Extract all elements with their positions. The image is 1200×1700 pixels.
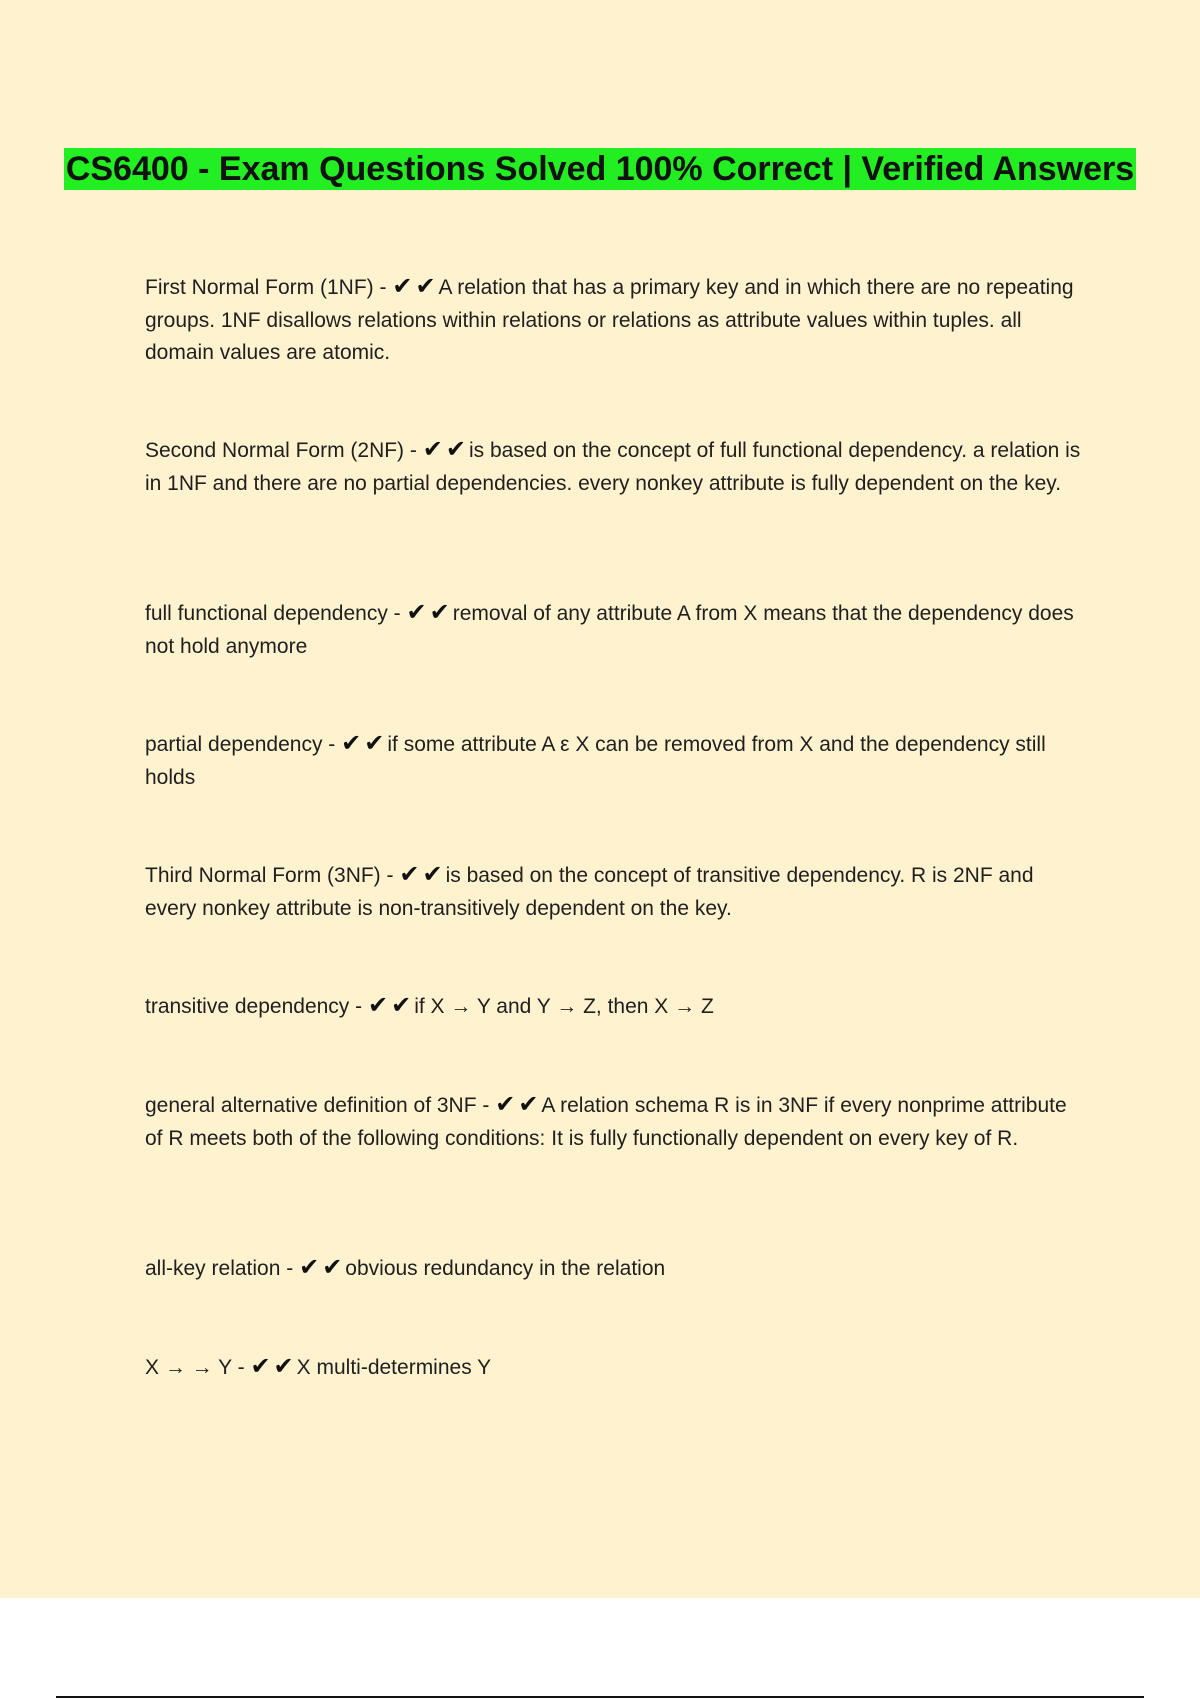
- checkmark-icon: ✔: [415, 272, 436, 300]
- qa-entry-general-3nf: [145, 1088, 1085, 1155]
- qa-entry-full-functional-dependency: [145, 596, 1085, 663]
- checkmark-icon: ✔: [429, 598, 450, 626]
- term: transitive dependency: [145, 995, 350, 1018]
- checkmark-icon: ✔: [273, 1352, 294, 1380]
- term: First Normal Form (1NF): [145, 276, 374, 299]
- qa-entry-multivalued-dependency: [145, 1350, 1085, 1385]
- answer: if some attribute A ε X can be removed from X and the dependency still holds: [145, 733, 1046, 789]
- checkmark-icon: ✔: [391, 991, 412, 1019]
- qa-entry-2nf: [145, 433, 1085, 500]
- separator: -: [404, 439, 423, 462]
- separator: -: [380, 864, 400, 887]
- term: Second Normal Form (2NF): [145, 439, 405, 462]
- separator: -: [322, 733, 342, 756]
- checkmark-icon: ✔: [341, 729, 362, 757]
- separator: -: [373, 276, 393, 299]
- checkmark-icon: ✔: [518, 1090, 539, 1118]
- checkmark-icon: ✔: [399, 860, 420, 888]
- checkmark-icon: ✔: [445, 435, 466, 463]
- answer: is based on the concept of transitive dependency. R is 2NF and every nonkey attribute is non-transitively dependent on the key.: [145, 864, 1034, 920]
- qa-entry-partial-dependency: [145, 727, 1085, 794]
- term: partial dependency: [145, 733, 323, 756]
- answer: X multi-determines Y: [296, 1356, 492, 1379]
- term: all-key relation: [145, 1257, 281, 1280]
- answer: obvious redundancy in the relation: [345, 1257, 666, 1280]
- checkmark-icon: ✔: [422, 435, 443, 463]
- qa-entry-all-key-relation: [145, 1251, 1085, 1286]
- checkmark-icon: ✔: [299, 1253, 320, 1281]
- answer: if X → Y and Y → Z, then X → Z: [414, 995, 714, 1018]
- separator: -: [349, 995, 368, 1018]
- separator: -: [387, 602, 407, 625]
- answer: A relation that has a primary key and in which there are no repeating groups. 1NF disallows relations within relations or relations as attribute values within tuples. all domain values are atomic.: [145, 276, 1074, 364]
- term: full functional dependency: [145, 602, 388, 625]
- checkmark-icon: ✔: [406, 598, 427, 626]
- qa-entry-3nf: [145, 858, 1085, 925]
- checkmark-icon: ✔: [322, 1253, 343, 1281]
- term: Third Normal Form (3NF): [145, 864, 381, 887]
- checkmark-icon: ✔: [422, 860, 443, 888]
- checkmark-icon: ✔: [364, 729, 385, 757]
- separator: -: [231, 1356, 251, 1379]
- document-title-text: CS6400 - Exam Questions Solved 100% Correct | Verified Answers: [65, 150, 1135, 188]
- document-title: [0, 143, 1200, 196]
- checkmark-icon: ✔: [250, 1352, 271, 1380]
- answer: A relation schema R is in 3NF if every nonprime attribute of R meets both of the following conditions: It is fully functionally dependent on every key of R.: [145, 1094, 1067, 1150]
- term: general alternative definition of 3NF: [145, 1094, 477, 1117]
- checkmark-icon: ✔: [392, 272, 413, 300]
- qa-entry-transitive-dependency: [145, 989, 1085, 1024]
- separator: -: [280, 1257, 300, 1280]
- answer: is based on the concept of full functional dependency. a relation is in 1NF and there are no partial dependencies. every nonkey attribute is fully dependent on the key.: [145, 439, 1081, 495]
- checkmark-icon: ✔: [367, 991, 389, 1019]
- checkmark-icon: ✔: [495, 1090, 516, 1118]
- qa-entry-1nf: [145, 270, 1085, 370]
- term: X → → Y: [145, 1356, 232, 1379]
- footer-divider: [56, 1696, 1144, 1698]
- answer: removal of any attribute A from X means that the dependency does not hold anymore: [145, 602, 1074, 658]
- separator: -: [476, 1094, 496, 1117]
